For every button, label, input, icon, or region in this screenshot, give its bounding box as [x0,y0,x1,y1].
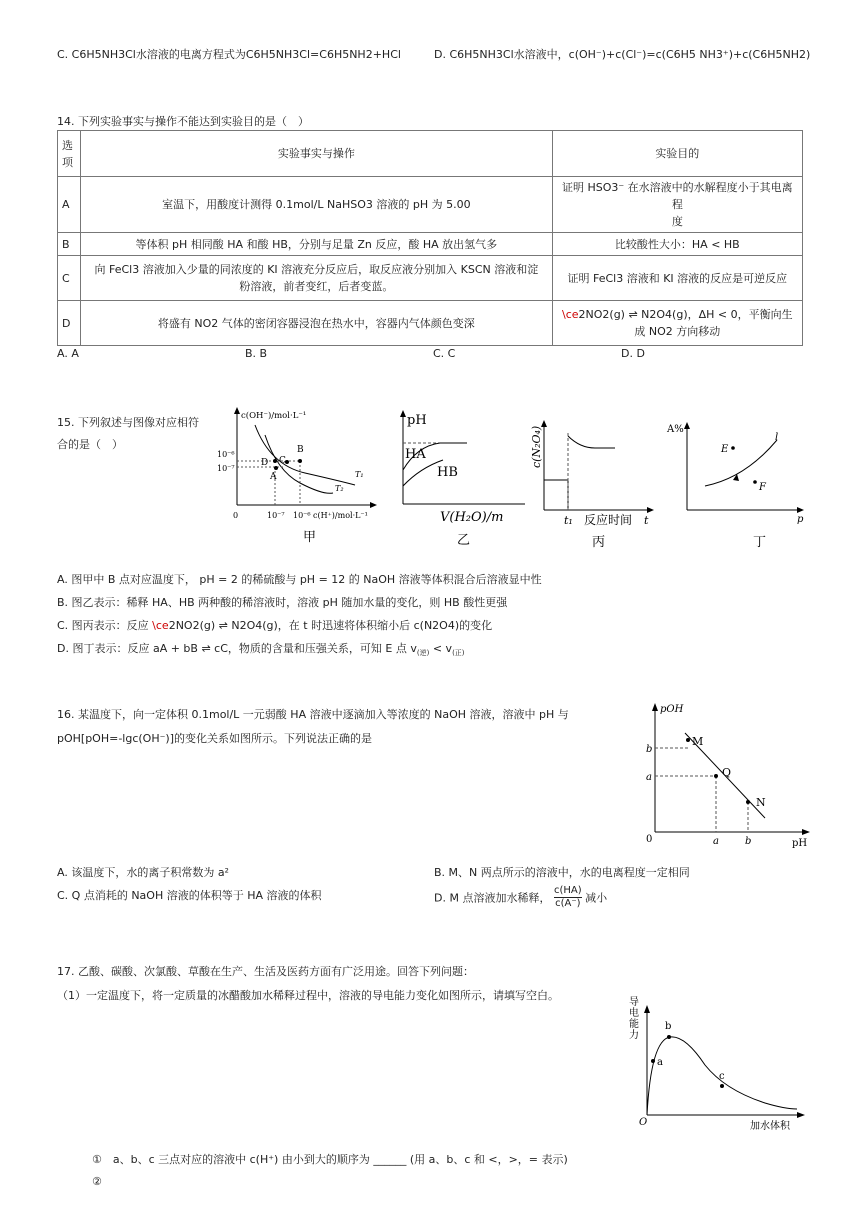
q17-stem: 17. 乙酸、碳酸、次氯酸、草酸在生产、生活及医药方面有广泛用途。回答下列问题： [57,965,474,978]
svg-text:加水体积: 加水体积 [750,1121,790,1132]
svg-text:b: b [745,836,752,847]
svg-text:V(H₂O)/m: V(H₂O)/m [440,510,504,525]
svg-text:B: B [297,445,304,455]
row-operation: 室温下，用酸度计测得 0.1mol/L NaHSO3 溶液的 pH 为 5.00 [81,177,553,233]
q15-option-d: D. 图丁表示：反应 aA + bB ⇌ cC，物质的含量和压强关系，可知 E 点 $v_{(逆)} < v_{(正)}$ [57,642,465,658]
svg-text:pH: pH [792,838,808,849]
svg-text:a: a [713,836,719,847]
graph-yi [395,408,535,553]
svg-text:l: l [775,432,779,443]
table-row: B 等体积 pH 相同酸 HA 和酸 HB，分别与足量 Zn 反应，酸 HA 放出氢气多 比较酸性大小：HA < HB [58,233,803,256]
row-goal: 证明 FeCl3 溶液和 KI 溶液的反应是可逆反应 [552,256,802,301]
svg-text:D: D [261,458,269,468]
svg-text:反应时间: 反应时间 [584,513,633,527]
q15-option-a: A. 图甲中 B 点对应温度下， pH = 2 的稀硫酸与 pH = 12 的 NaOH 溶液等体积混合后溶液显中性 [57,573,542,586]
q14-choice-c: C. C [433,347,456,360]
q16-option-c: C. Q 点消耗的 NaOH 溶液的体积等于 HA 溶液的体积 [57,889,322,902]
q16-option-d: D. M 点溶液加水稀释， $\frac{c(HA)}{c(A^-)}$ 减小 [434,885,608,909]
graph-q17 [625,995,810,1135]
svg-text:c: c [719,1071,725,1082]
q14-stem: 14. 下列实验事实与操作不能达到实验目的是（ ） [57,115,309,128]
svg-text:T₁: T₁ [355,470,364,479]
table-row: A 室温下，用酸度计测得 0.1mol/L NaHSO3 溶液的 pH 为 5.00 证明 HSO3⁻ 在水溶液中的水解程度小于其电离程 度 [58,177,803,233]
row-operation: 向 FeCl3 溶液加入少量的同浓度的 KI 溶液充分反应后，取反应液分别加入 KSCN 溶液和淀 粉溶液，前者变红，后者变蓝。 [81,256,553,301]
q17-item1: ① a、b、c 三点对应的溶液中 c(H⁺) 由小到大的顺序为 ______ (用 a、b、c 和 <，>，= 表示) [92,1153,568,1166]
graph-bing-caption: 丙 [592,535,606,550]
table-header-operation: 实验事实与操作 [81,131,553,177]
svg-text:O: O [639,1117,648,1128]
graph-ding [665,418,815,553]
svg-text:10⁻⁶: 10⁻⁶ [293,511,311,520]
row-operation: 将盛有 NO2 气体的密闭容器浸泡在热水中，容器内气体颜色变深 [81,301,553,346]
svg-text:c(H⁺)/mol·L⁻¹: c(H⁺)/mol·L⁻¹ [313,511,368,520]
svg-text:0: 0 [646,834,653,845]
row-operation: 等体积 pH 相同酸 HA 和酸 HB，分别与足量 Zn 反应，酸 HA 放出氢气多 [81,233,553,256]
svg-text:b: b [665,1021,672,1032]
svg-text:t₁: t₁ [564,514,573,527]
svg-text:pOH: pOH [660,704,684,715]
svg-text:C: C [279,456,286,466]
row-goal: 比较酸性大小：HA < HB [552,233,802,256]
graph-q16 [640,698,815,853]
svg-text:F: F [759,482,766,493]
svg-text:p: p [797,514,804,525]
q16-option-b: B. M、N 两点所示的溶液中，水的电离程度一定相同 [434,866,690,879]
svg-text:pH: pH [407,413,427,428]
q15-option-b: B. 图乙表示：稀释 HA、HB 两种酸的稀溶液时，溶液 pH 随加水量的变化，则 HB 酸性更强 [57,596,508,609]
graph-q17-ylabel: 导电能力 [629,997,639,1041]
row-goal: \ce2NO2(g) ⇌ N2O4(g)，ΔH < 0，平衡向生 成 NO2 方向移动 [552,301,802,346]
q14-choice-b: B. B [245,347,268,360]
graph-ding-caption: 丁 [753,535,767,550]
svg-text:0: 0 [233,511,239,520]
row-goal: 证明 HSO3⁻ 在水溶液中的水解程度小于其电离程 度 [552,177,802,233]
q17-sub1: （1）一定温度下，将一定质量的冰醋酸加水稀释过程中，溶液的导电能力变化如图所示，请填写空白。 [57,989,559,1002]
q16-option-a: A. 该温度下，水的离子积常数为 a² [57,866,229,879]
q16-stem-line2: pOH[pOH=-lgc(OH⁻)]的变化关系如图所示。下列说法正确的是 [57,732,372,745]
q16-stem-line1: 16. 某温度下，向一定体积 0.1mol/L 一元弱酸 HA 溶液中逐滴加入等浓度的 NaOH 溶液，溶液中 pH 与 [57,708,569,721]
q14-choice-d: D. D [621,347,645,360]
svg-text:10⁻⁷: 10⁻⁷ [267,511,285,520]
svg-text:A%: A% [667,424,684,435]
q15-option-c: C. 图丙表示：反应 \ce2NO2(g) ⇌ N2O4(g)，在 t 时迅速将体积缩小后 c(N2O4)的变化 [57,619,493,632]
table-row: C 向 FeCl3 溶液加入少量的同浓度的 KI 溶液充分反应后，取反应液分别加入 KSCN 溶液和淀 粉溶液，前者变红，后者变蓝。 证明 FeCl3 溶液和 KI 溶液的反应是可逆反应 [58,256,803,301]
graph-jia [215,405,380,550]
q14-choice-a: A. A [57,347,79,360]
graph-jia-caption: 甲 [303,530,317,545]
svg-text:T₂: T₂ [335,484,344,493]
q14-table [57,130,803,346]
svg-text:10⁻⁶: 10⁻⁶ [217,450,235,459]
graph-jia-ylabel: c(OH⁻)/mol·L⁻¹ [241,411,307,421]
svg-text:b: b [646,744,653,755]
svg-text:HA: HA [405,447,426,462]
graph-yi-caption: 乙 [457,533,471,548]
svg-text:E: E [721,444,729,455]
svg-text:a: a [657,1057,663,1068]
table-row: D 将盛有 NO2 气体的密闭容器浸泡在热水中，容器内气体颜色变深 \ce2NO2(g) ⇌ N2O4(g)，ΔH < 0，平衡向生 成 NO2 方向移动 [58,301,803,346]
table-header-option: 选项 [58,131,81,177]
graph-bing [530,418,660,553]
svg-text:Q: Q [722,766,732,779]
table-header-goal: 实验目的 [552,131,802,177]
q15-stem-line2: 合的是（ ） [57,438,123,451]
svg-text:N: N [756,796,766,809]
svg-text:t: t [644,514,649,527]
q17-item2: ② [92,1175,102,1188]
svg-text:c(N₂O₄): c(N₂O₄) [530,425,543,468]
svg-text:M: M [692,735,704,748]
q13-option-d: D. C6H5NH3Cl水溶液中，c(OH⁻)+c(Cl⁻)=c(C6H5 NH3⁺)+c(C6H5NH2) [434,48,811,61]
q15-stem-line1: 15. 下列叙述与图像对应相符 [57,416,199,429]
svg-text:a: a [646,772,652,783]
q13-option-c: C. C6H5NH3Cl水溶液的电离方程式为C6H5NH3Cl=C6H5NH2+HCl [57,48,401,61]
svg-text:A: A [270,472,277,482]
svg-text:HB: HB [437,465,458,480]
svg-text:10⁻⁷: 10⁻⁷ [217,464,235,473]
